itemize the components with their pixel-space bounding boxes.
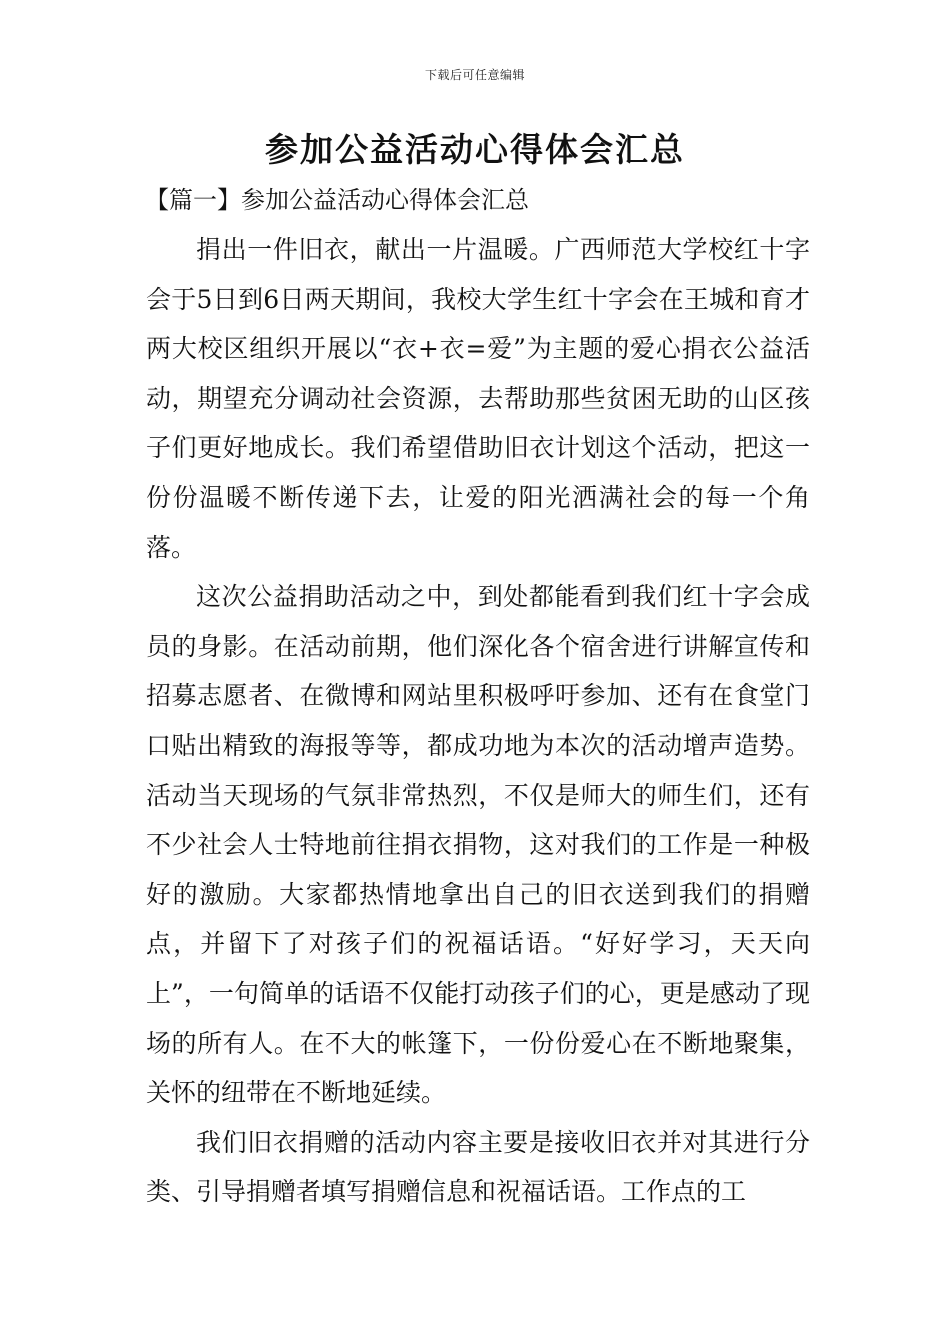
section-heading: 【篇一】参加公益活动心得体会汇总 (145, 186, 529, 214)
header-note: 下载后可任意编辑 (424, 68, 525, 82)
body-paragraph-3: 我们旧衣捐赠的活动内容主要是接收旧衣并对其进行分类、引导捐赠者填写捐赠信息和祝福话语。工作点的工 (146, 1127, 810, 1207)
body-paragraph-2: 这次公益捐助活动之中，到处都能看到我们红十字会成员的身影。在活动前期，他们深化各个宿舍进行讲解宣传和招募志愿者、在微博和网站里积极呼吁参加、还有在食堂门口贴出精致的海报等等，都成功地为本次的活动增声造势。活动当天现场的气氛非常热烈，不仅是师大的师生们，还有不少社会人士特地前往捐衣捐物，这对我们的工作是一种极好的激励。大家都热情地拿出自己的旧衣送到我们的捐赠点，并留下了对孩子们的祝福话语。“好好学习，天天向上”，一句简单的话语不仅能打动孩子们的心，更是感动了现场的所有人。在不大的帐篷下，一份份爱心在不断地聚集，关怀的纽带在不断地延续。 (146, 582, 810, 1108)
document-body (146, 225, 810, 1217)
document-title: 参加公益活动心得体会汇总 (265, 130, 685, 169)
body-paragraph-1: 捐出一件旧衣，献出一片温暖。广西师范大学校红十字会于5日到6日两天期间，我校大学生红十字会在王城和育才两大校区组织开展以“衣+衣=爱”为主题的爱心捐衣公益活动，期望充分调动社会资源，去帮助那些贫困无助的山区孩子们更好地成长。我们希望借助旧衣计划这个活动，把这一份份温暖不断传递下去，让爱的阳光洒满社会的每一个角落。 (146, 235, 810, 562)
